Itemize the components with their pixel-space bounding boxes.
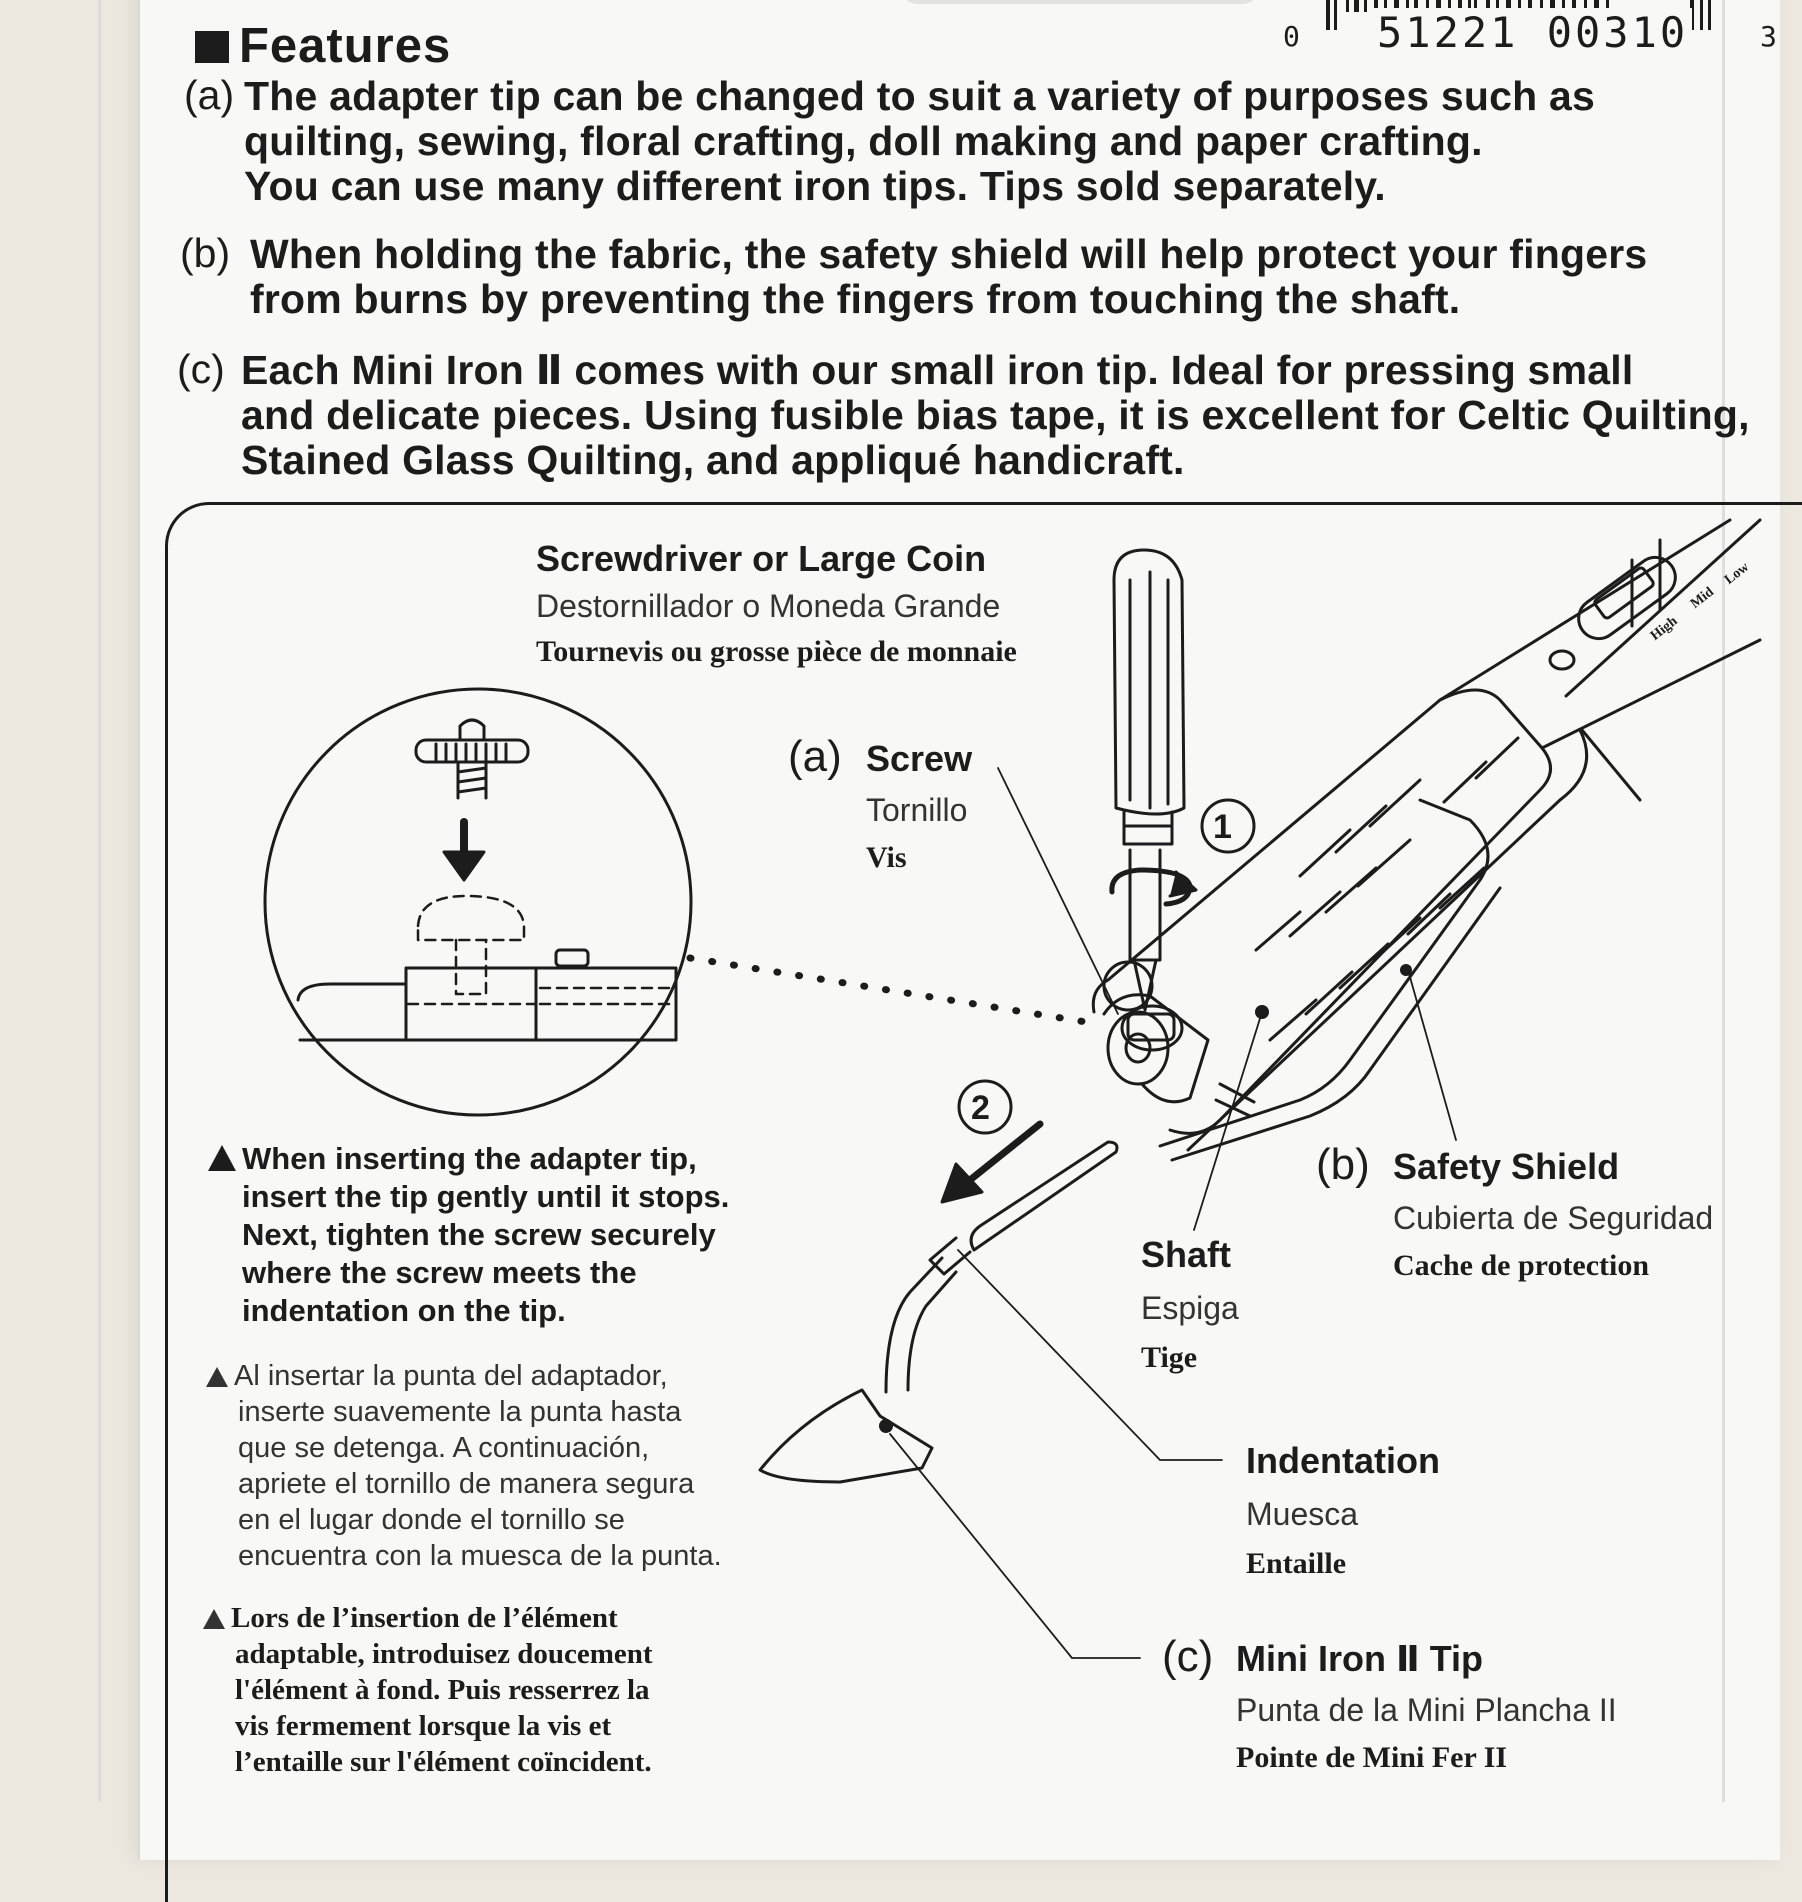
warning-triangle-icon (206, 1367, 228, 1387)
safety-shield-label: Safety Shield Cubierta de Seguridad Cache de protection (1393, 1146, 1714, 1282)
switch-label-high: High (1648, 613, 1681, 644)
feature-b-text: When holding the fabric, the safety shield will help protect your fingers from burns by preventing the fingers from touching the shaft. (250, 231, 1648, 322)
shaft-label: Shaft Espiga Tige (1141, 1234, 1239, 1374)
feature-c-letter: (c) (177, 346, 225, 392)
tool-label: Screwdriver or Large Coin Destornillador o Moneda Grande Tournevis ou grosse pièce de monnaie (536, 538, 1017, 668)
features-heading: Features (195, 18, 451, 74)
indentation-label: Indentation Muesca Entaille (1246, 1440, 1440, 1580)
bullet-square-icon (195, 31, 229, 63)
barcode-check-digit: 3 (1760, 20, 1777, 53)
step-2-number: 2 (971, 1089, 990, 1127)
hang-tab (900, 0, 1260, 4)
safety-shield-letter: (b) (1316, 1140, 1370, 1189)
step-1-number: 1 (1213, 808, 1232, 846)
barcode-number: 51221 00310 (1373, 8, 1692, 57)
switch-label-mid: Mid (1688, 584, 1717, 612)
switch-label-low: Low (1722, 559, 1753, 588)
tip-label: Mini Iron Ⅱ Tip Punta de la Mini Plancha II Pointe de Mini Fer II (1236, 1638, 1617, 1774)
warning-triangle-icon (208, 1145, 236, 1171)
barcode-lead-digit: 0 (1283, 20, 1300, 53)
screw-label: Screw Tornillo Vis (866, 738, 973, 874)
package-edge-left (98, 0, 101, 1802)
feature-c-text: Each Mini Iron Ⅱ comes with our small iron tip. Ideal for pressing small and delicate pieces. Using fusible bias tape, it is excellent for Celtic Quilting, Stained Glass Quilting, and appliqué handicraft. (241, 347, 1750, 483)
note-spanish: Al insertar la punta del adaptador, inserte suavemente la punta hasta que se detenga. A continuación, apriete el tornillo de manera segura en el lugar donde el tornillo se encuentra con la muesca de la punta. (206, 1358, 722, 1574)
note-french: Lors de l’insertion de l’élément adaptable, introduisez doucement l'élément à fond. Puis resserrez la vis fermement lorsque la vis et l’entaille sur l'élément coïncident. (203, 1600, 653, 1780)
tip-letter: (c) (1162, 1632, 1214, 1681)
warning-triangle-icon (203, 1609, 225, 1629)
note-english: When inserting the adapter tip, insert the tip gently until it stops. Next, tighten the screw securely where the screw meets the indentation on the tip. (208, 1140, 729, 1330)
feature-a-letter: (a) (184, 72, 235, 118)
screw-letter: (a) (788, 732, 842, 781)
feature-a-text: The adapter tip can be changed to suit a variety of purposes such as quilting, sewing, floral crafting, doll making and paper crafting. You can use many different iron tips. Tips sold separately. (244, 73, 1595, 209)
feature-b-letter: (b) (180, 230, 231, 276)
